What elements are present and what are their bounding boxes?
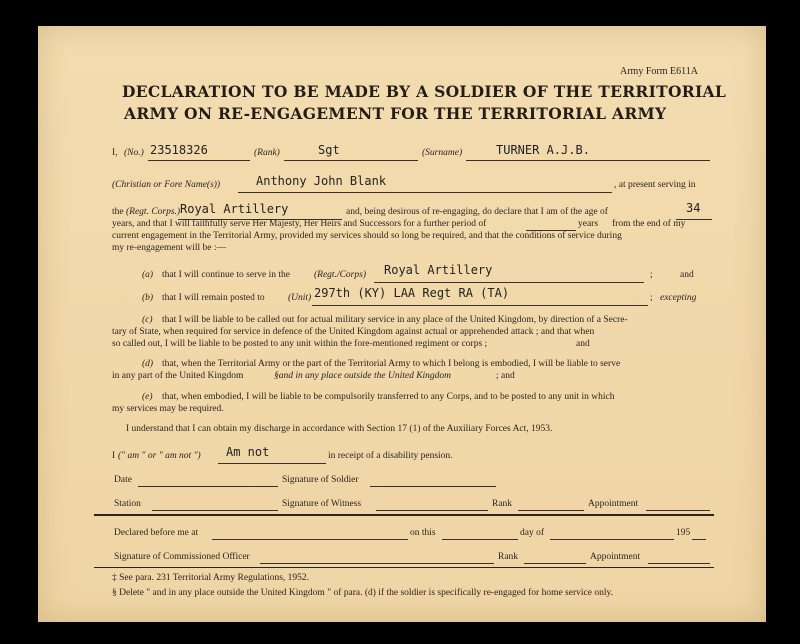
date-line[interactable] (138, 486, 278, 487)
appointment2-line[interactable] (648, 563, 710, 564)
surname-line (466, 160, 710, 161)
cond-d-line2b: §and in any place outside the United Kingdom (274, 371, 452, 381)
discharge-text: I understand that I can obtain my discharge in accordance with Section 17 (1) of the Auxiliary Forces Act, 1953. (126, 424, 553, 434)
cond-c-end: and (576, 339, 590, 349)
cond-d-line1: that, when the Territorial Army or the part of the Territorial Army to which I belong is embodied, I will be liable to serve (162, 359, 621, 369)
cond-b-mark: (b) (142, 293, 154, 303)
station-label: Station (114, 499, 141, 509)
sig-witness-line[interactable] (376, 510, 488, 511)
age-value[interactable]: 34 (686, 201, 701, 215)
rank2-line[interactable] (524, 563, 586, 564)
row3-line4: my re-engagement will be :— (112, 243, 226, 253)
cond-c-line1: that I will be liable to be called out for actual military service in any place of the United Kingdom, by direction of a Secre- (162, 315, 628, 325)
pension-prefix: I (112, 451, 116, 461)
cond-e-line2: my services may be required. (112, 404, 224, 414)
cond-d-line2a: in any part of the United Kingdom (112, 371, 244, 381)
footnote-divider (94, 567, 714, 568)
corps-label: (Regt. Corps.) (126, 207, 181, 217)
rank1-line[interactable] (518, 510, 584, 511)
rank2-label: Rank (498, 552, 519, 562)
surname-label: (Surname) (422, 148, 463, 158)
day-of-line[interactable] (550, 539, 674, 540)
on-this-line[interactable] (442, 539, 518, 540)
cond-a-label: (Regt./Corps) (314, 270, 366, 280)
surname-value[interactable]: TURNER A.J.B. (496, 143, 590, 157)
rank-label: (Rank) (254, 148, 280, 158)
cond-c-mark: (c) (142, 315, 153, 325)
sig-officer-label: Signature of Commissioned Officer (114, 552, 250, 562)
form-number: Army Form E611A (620, 66, 698, 77)
cond-a-mark: (a) (142, 270, 154, 280)
title-line-2: ARMY ON RE-ENGAGEMENT FOR THE TERRITORIAL ARMY (124, 104, 667, 123)
pension-suffix: in receipt of a disability pension. (328, 451, 453, 461)
row3-line2c: from the end of my (612, 219, 686, 229)
rank-line (284, 160, 418, 161)
cond-e-line1: that, when embodied, I will be liable to be compulsorily transferred to any Corps, and to be posted to any unit in which (162, 392, 615, 402)
pension-line (218, 463, 326, 464)
footnote-2: § Delete " and in any place outside the United Kingdom " of para. (d) if the soldier is specifically re-engaged for home service only. (112, 588, 613, 598)
rank1-label: Rank (492, 499, 513, 509)
year-line[interactable] (692, 539, 706, 540)
sig-witness-label: Signature of Witness (282, 499, 362, 509)
sig-officer-line[interactable] (260, 563, 494, 564)
appointment2-label: Appointment (590, 552, 641, 562)
footnote-1: ‡ See para. 231 Territorial Army Regulations, 1952. (112, 573, 310, 583)
row1-prefix: I, (112, 148, 118, 158)
station-line[interactable] (152, 510, 278, 511)
form-paper (38, 26, 766, 622)
cond-b-text: that I will remain posted to (162, 293, 265, 303)
corps-label-pre: the (112, 207, 124, 217)
row3-text: and, being desirous of re-engaging, do declare that I am of the age of (346, 207, 608, 217)
appointment1-line[interactable] (646, 510, 710, 511)
cond-b-semicolon: ; (650, 293, 653, 303)
pension-label: (" am " or " am not ") (118, 451, 201, 461)
cond-b-end: excepting (660, 293, 697, 303)
corps-value[interactable]: Royal Artillery (180, 202, 289, 216)
section-divider (94, 514, 714, 516)
sig-soldier-line[interactable] (370, 486, 496, 487)
cond-a-semicolon: ; (650, 270, 653, 280)
on-this-label: on this (410, 528, 436, 538)
cond-b-label: (Unit) (288, 293, 312, 303)
cond-a-end: and (680, 270, 694, 280)
cond-d-mark: (d) (142, 359, 154, 369)
cond-a-value[interactable]: Royal Artillery (384, 263, 493, 277)
cond-c-line3: so called out, I will be liable to be posted to any unit within the fore-mentioned regiment or corps ; (112, 339, 488, 349)
row3-line2b: years (578, 219, 599, 229)
cond-b-value[interactable]: 297th (KY) LAA Regt RA (TA) (314, 286, 510, 300)
no-label: (No.) (124, 148, 144, 158)
cond-a-text: that I will continue to serve in the (162, 270, 290, 280)
title-line-1: DECLARATION TO BE MADE BY A SOLDIER OF THE TERRITORIAL (122, 82, 727, 101)
row3-line3: current engagement in the Territorial Army, provided my services should so long be required, and that the conditions of service during (112, 231, 622, 241)
cond-e-mark: (e) (142, 392, 153, 402)
no-value[interactable]: 23518326 (150, 143, 208, 157)
names-value[interactable]: Anthony John Blank (256, 174, 387, 188)
date-label: Date (114, 475, 132, 485)
day-of-label: day of (520, 528, 545, 538)
cond-a-line (374, 282, 644, 283)
cond-d-line2c: ; and (496, 371, 515, 381)
cond-c-line2: tary of State, when required for service in defence of the United Kingdom against actual or apprehended attack ; and that when (112, 327, 595, 337)
declared-label: Declared before me at (114, 528, 199, 538)
names-line (238, 192, 612, 193)
cond-b-line (312, 305, 648, 306)
no-line (148, 160, 250, 161)
names-label: (Christian or Fore Name(s)) (112, 180, 221, 190)
declared-line[interactable] (212, 539, 408, 540)
row3-line2a: years, and that I will faithfully serve Her Majesty, Her Heirs and Successors for a further period of (112, 219, 487, 229)
names-suffix: , at present serving in (614, 180, 696, 190)
pension-value[interactable]: Am not (226, 445, 270, 459)
sig-soldier-label: Signature of Soldier (282, 475, 359, 485)
rank-value[interactable]: Sgt (318, 143, 340, 157)
appointment1-label: Appointment (588, 499, 639, 509)
year-label: 195 (676, 528, 691, 538)
